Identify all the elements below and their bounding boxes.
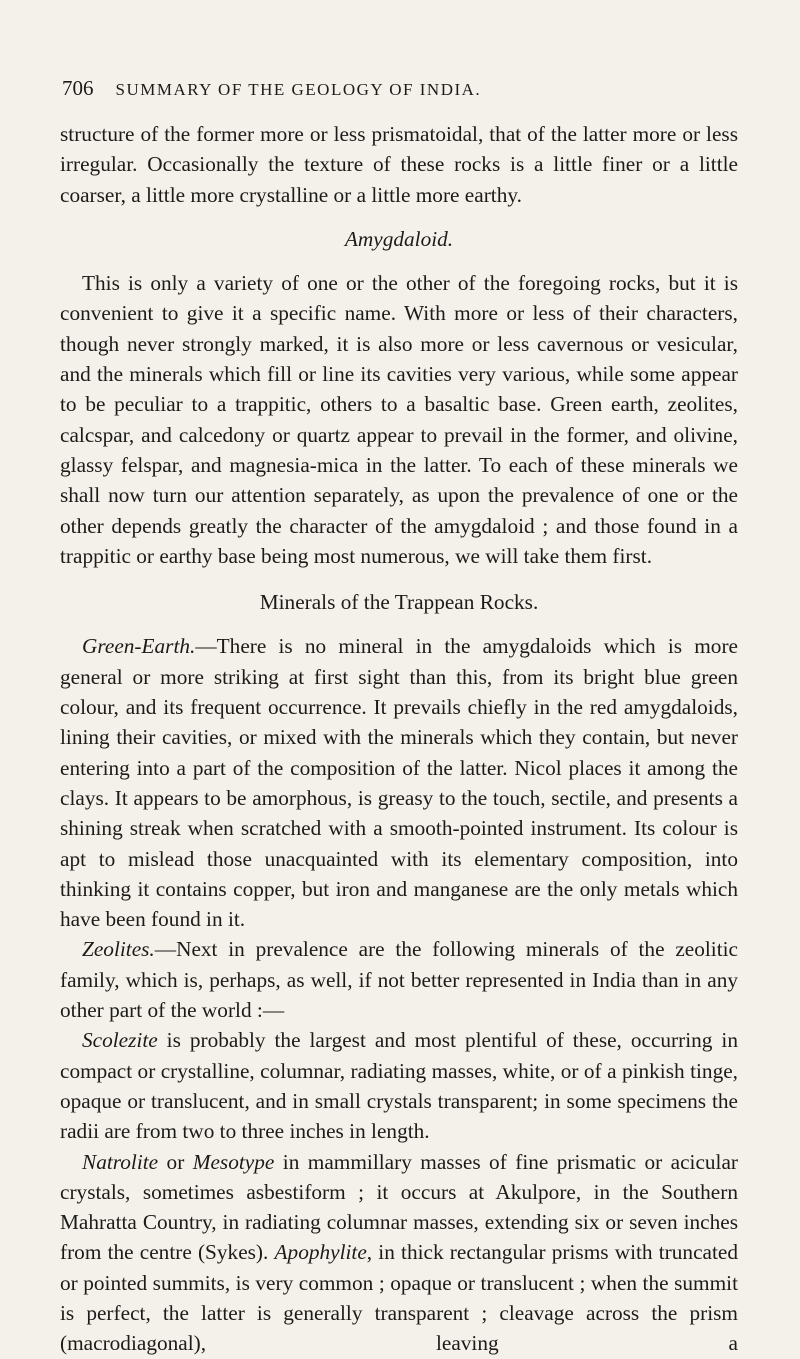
term-zeolites: Zeolites.	[82, 937, 155, 962]
term-natrolite: Natrolite	[82, 1149, 159, 1174]
paragraph-continued: structure of the former more or less prismatoidal, that of the latter more or less irregular. Occasionally the texture of these rocks is a little finer or a little coarser, a little more crystalline or a little more earthy.	[60, 122, 738, 207]
term-mesotype: Mesotype	[192, 1149, 275, 1174]
paragraph-natrolite: Natrolite or Mesotype in mammillary masses of fine prismatic or acicular crystals, sometimes asbestiform ; it occurs at Akulpore, in the Southern Mahratta Country, in radiating columnar masses, extending six or seven inches from the centre (Sykes). Apophylite, in thick rectangular prisms with truncated or pointed summits, is very common ; opaque or translucent ; when the summit is perfect, the latter is generally transparent ; cleavage across the prism (macrodiagonal), leaving a	[60, 1149, 739, 1356]
paragraph-green-earth: Green-Earth.—There is no mineral in the amygdaloids which is more general or more striking at first sight than this, from its bright blue green colour, and its frequent occurrence. It prevails chiefly in the red amygdaloids, lining their cavities, or mixed with the minerals which they contain, but never entering into a part of the composition of the latter. Nicol places it among the clays. It appears to be amorphous, is greasy to the touch, sectile, and presents a shining streak when scratched with a smooth-pointed instrument. Its colour is apt to mislead those unacquainted with its elementary composition, into thinking it contains copper, but iron and manganese are the only metals which have been found in it.	[60, 634, 738, 932]
page-number: 706	[62, 76, 94, 100]
section-heading-amygdaloid: Amygdaloid.	[344, 226, 454, 251]
body-text	[60, 119, 738, 1359]
term-scolezite: Scolezite	[82, 1028, 158, 1053]
term-green-earth: Green-Earth.	[82, 634, 196, 659]
paragraph-zeolites: Zeolites.—Next in prevalence are the following minerals of the zeolitic family, which is, perhaps, as well, if not better represented in India than in any other part of the world :—	[60, 937, 738, 1023]
page-header	[62, 76, 662, 101]
term-apophylite: Apophylite	[274, 1240, 367, 1265]
paragraph-scolezite: Scolezite is probably the largest and most plentiful of these, occurring in compact or crystalline, columnar, radiating masses, white, or of a pinkish tinge, opaque or translucent, and in small crystals transparent; in some specimens the radii are from two to three inches in length.	[60, 1028, 738, 1144]
paragraph-amygdaloid: This is only a variety of one or the other of the foregoing rocks, but it is convenient to give it a specific name. With more or less of their characters, though never strongly marked, it is also more or less cavernous or vesicular, and the minerals which fill or line its cavities very various, while some appear to be peculiar to a trappitic, others to a basaltic base. Green earth, zeolites, calcspar, and calcedony or quartz appear to prevail in the former, and olivine, glassy felspar, and magnesia-mica in the latter. To each of these minerals we shall now turn our attention separately, as upon the prevalence of one or the other depends greatly the character of the amygdaloid ; and those found in a trappitic or earthy base being most numerous, we will take them first.	[60, 271, 738, 568]
section-heading-minerals: Minerals of the Trappean Rocks.	[259, 590, 539, 615]
running-title: SUMMARY OF THE GEOLOGY OF INDIA.	[115, 80, 482, 99]
